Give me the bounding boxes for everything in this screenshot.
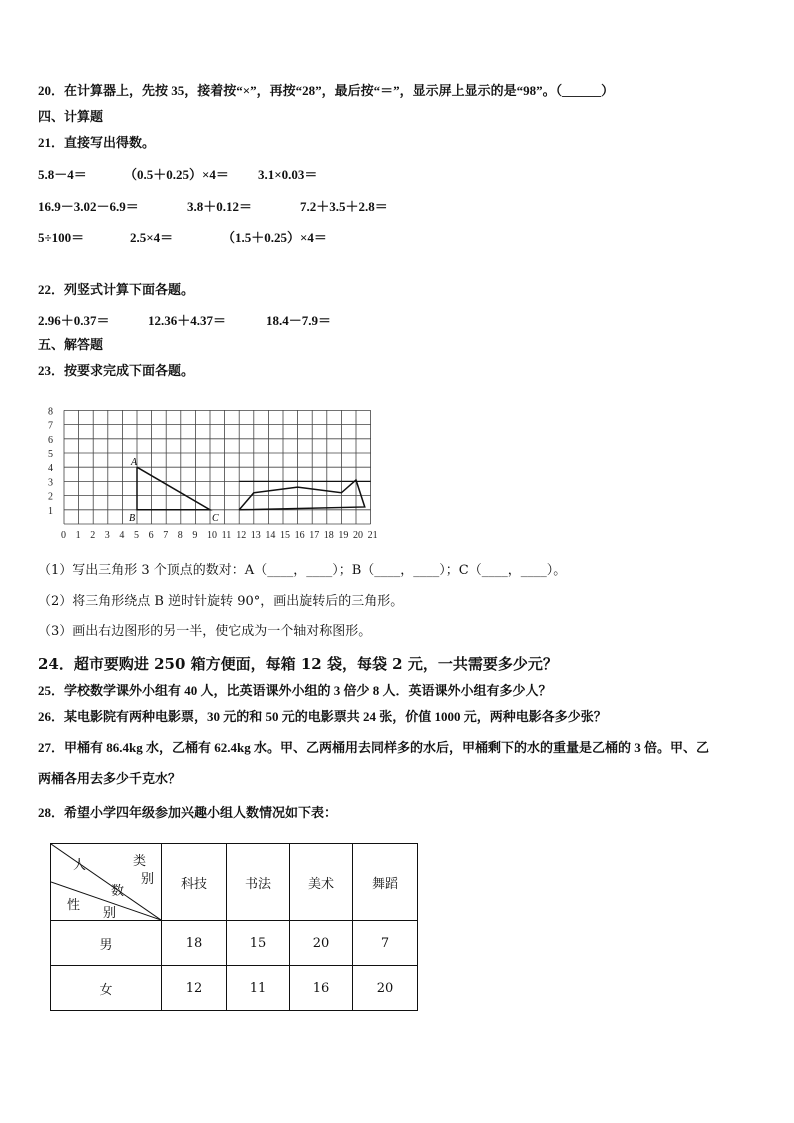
row-label-female: 女 xyxy=(51,966,162,1011)
coordinate-grid-figure xyxy=(38,398,378,548)
grid-lines xyxy=(64,410,371,524)
x-tick-label: 4 xyxy=(119,530,125,541)
calc-3-3: （1.5＋0.25）×4＝ xyxy=(222,230,327,245)
question-22: 22．列竖式计算下面各题。 xyxy=(38,282,195,297)
cell-female-meishu: 16 xyxy=(290,966,353,1011)
calc-3-1: 5÷100＝ xyxy=(38,230,85,245)
x-tick-label: 0 xyxy=(61,530,66,541)
x-tick-label: 13 xyxy=(250,530,261,541)
calc-2-1: 16.9－3.02－6.9＝ xyxy=(38,199,139,214)
question-23: 23．按要求完成下面各题。 xyxy=(38,363,195,378)
x-tick-label: 14 xyxy=(265,530,276,541)
question-27-line-2: 两桶各用去多少千克水？ xyxy=(38,771,182,786)
half-symmetric-figure xyxy=(239,480,365,510)
y-tick-label: 8 xyxy=(48,406,53,418)
y-tick-label: 5 xyxy=(48,449,53,460)
calc-1-1: 5.8－4＝ xyxy=(38,167,87,182)
question-20: 20．在计算器上，先按 35，接着按“×”，再按“28”，最后按“＝”，显示屏上显示的是“98”。（______） xyxy=(38,83,615,98)
table-header-row xyxy=(51,844,418,921)
x-tick-label: 3 xyxy=(104,530,110,541)
y-tick-label: 4 xyxy=(48,463,53,475)
cell-male-keji: 18 xyxy=(162,921,227,966)
y-axis-labels xyxy=(48,406,53,516)
calc-2-3: 7.2＋3.5＋2.8＝ xyxy=(300,199,388,214)
table-row xyxy=(51,966,418,1011)
x-tick-label: 8 xyxy=(177,530,183,541)
header-shufa: 书法 xyxy=(227,844,290,921)
vertical-calc-1: 2.96＋0.37＝ xyxy=(38,313,110,328)
header-wudao: 舞蹈 xyxy=(353,844,418,921)
x-tick-label: 5 xyxy=(134,530,139,541)
cell-female-wudao: 20 xyxy=(353,966,418,1011)
x-tick-label: 2 xyxy=(90,530,96,541)
x-tick-label: 18 xyxy=(323,530,334,541)
question-24: 24．超市要购进 250 箱方便面，每箱 12 袋，每袋 2 元，一共需要多少元？ xyxy=(38,655,558,673)
y-tick-label: 1 xyxy=(48,505,53,517)
question-28: 28．希望小学四年级参加兴趣小组人数情况如下表： xyxy=(38,805,338,820)
header-meishu: 美术 xyxy=(290,844,353,921)
x-axis-labels xyxy=(61,530,378,541)
point-label-a: A xyxy=(131,457,138,469)
row-label-male: 男 xyxy=(51,921,162,966)
cell-female-shufa: 11 xyxy=(227,966,290,1011)
x-tick-label: 21 xyxy=(367,530,378,541)
corner-shu: 数 xyxy=(111,884,125,899)
x-tick-label: 20 xyxy=(353,530,363,541)
calc-3-2: 2.5×4＝ xyxy=(130,230,174,245)
question-26: 26．某电影院有两种电影票，30 元的和 50 元的电影票共 24 张，价值 1000 元，两种电影各多少张？ xyxy=(38,709,607,724)
x-tick-label: 17 xyxy=(309,530,320,541)
corner-bie-1: 别 xyxy=(141,872,155,887)
header-keji: 科技 xyxy=(162,844,227,921)
x-tick-label: 12 xyxy=(236,530,247,541)
triangle-abc xyxy=(137,467,210,510)
vertical-calc-2: 12.36＋4.37＝ xyxy=(148,313,227,328)
cell-male-shufa: 15 xyxy=(227,921,290,966)
cell-male-wudao: 7 xyxy=(353,921,418,966)
x-tick-label: 9 xyxy=(192,530,198,541)
x-tick-label: 15 xyxy=(280,530,290,541)
question-23-part-3: （3）画出右边图形的另一半，使它成为一个轴对称图形。 xyxy=(38,624,372,639)
vertical-calc-3: 18.4－7.9＝ xyxy=(266,313,332,328)
x-tick-label: 1 xyxy=(75,530,81,541)
corner-ren: 人 xyxy=(73,858,87,873)
section-heading-4: 四、计算题 xyxy=(38,109,104,124)
y-tick-label: 6 xyxy=(48,434,53,446)
question-23-part-2: （2）将三角形绕点 B 逆时针旋转 90°，画出旋转后的三角形。 xyxy=(38,594,404,609)
y-tick-label: 3 xyxy=(48,477,53,489)
point-label-c: C xyxy=(212,512,219,524)
x-tick-label: 10 xyxy=(207,530,217,541)
y-tick-label: 7 xyxy=(48,420,53,432)
cell-female-keji: 12 xyxy=(162,966,227,1011)
calc-2-2: 3.8＋0.12＝ xyxy=(187,199,253,214)
x-tick-label: 6 xyxy=(148,530,154,541)
x-tick-label: 7 xyxy=(163,530,169,541)
table-corner-cell xyxy=(51,844,162,921)
cell-male-meishu: 20 xyxy=(290,921,353,966)
question-27-line-1: 27．甲桶有 86.4kg 水，乙桶有 62.4kg 水。甲、乙两桶用去同样多的水后，甲桶剩下的水的重量是乙桶的 3 倍。甲、乙 xyxy=(38,740,709,755)
calc-1-2: （0.5＋0.25）×4＝ xyxy=(124,167,229,182)
y-tick-label: 2 xyxy=(48,491,53,503)
section-heading-5: 五、解答题 xyxy=(38,337,104,352)
corner-bie-2: 别 xyxy=(103,906,117,921)
x-tick-label: 16 xyxy=(294,530,305,541)
corner-lei: 类 xyxy=(133,854,147,869)
x-tick-label: 11 xyxy=(221,530,232,541)
x-tick-label: 19 xyxy=(338,530,349,541)
calc-1-3: 3.1×0.03＝ xyxy=(258,167,318,182)
table-row xyxy=(51,921,418,966)
point-label-b: B xyxy=(129,512,136,524)
corner-xing: 性 xyxy=(67,898,81,913)
question-25: 25．学校数学课外小组有 40 人，比英语课外小组的 3 倍少 8 人．英语课外小组有多少人？ xyxy=(38,683,552,698)
question-21: 21．直接写出得数。 xyxy=(38,135,156,150)
question-23-part-1: （1）写出三角形 3 个顶点的数对：A（____，____）；B（____，____）；C（____，____）。 xyxy=(38,563,567,578)
interest-group-table xyxy=(50,843,418,1011)
